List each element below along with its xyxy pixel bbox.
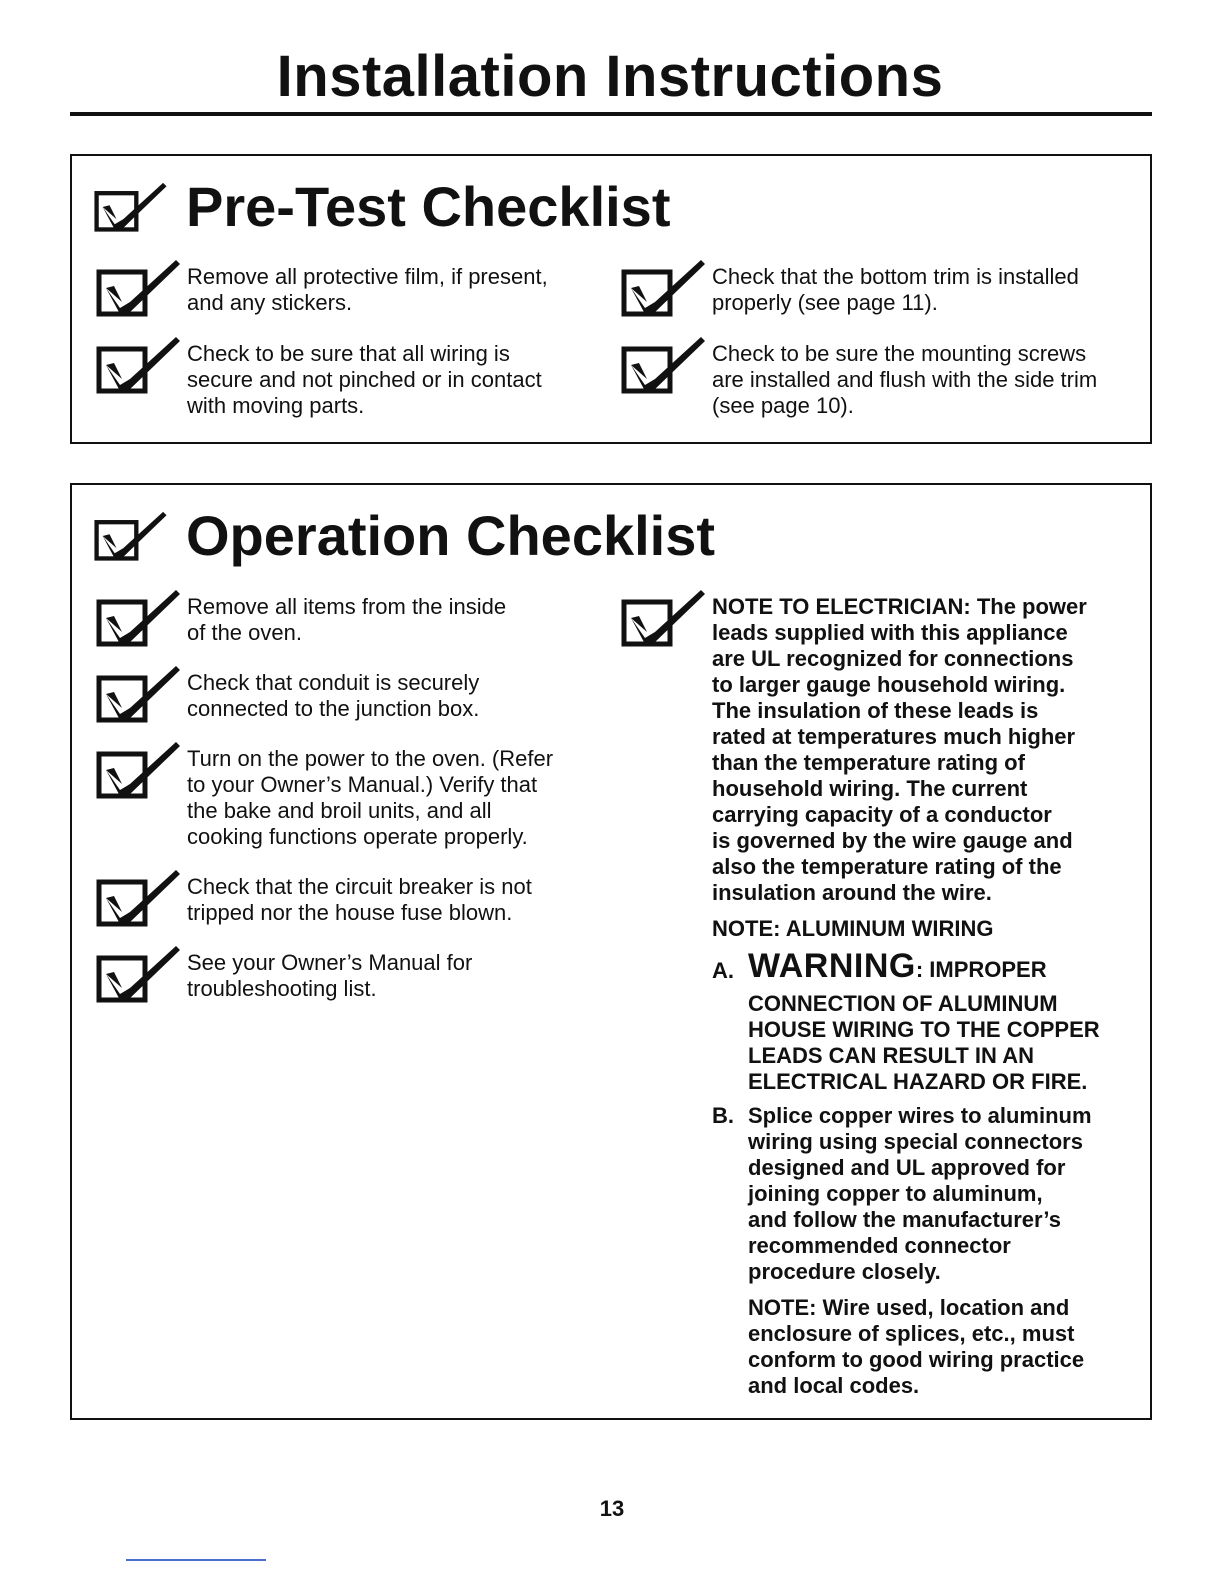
operation-item-text: Turn on the power to the oven. (Refer to your Owner’s Manual.) Verify that the bake and broil units, and all cooking functions operate properly. [187,746,554,849]
pretest-item [621,264,1141,318]
operation-item [96,746,596,850]
checkbox-check-icon [621,335,709,395]
title-rule [70,112,1152,116]
operation-header [94,501,715,571]
operation-item [96,874,596,928]
pretest-item-text: Check to be sure the mounting screws are installed and flush with the side trim (see page 10). [712,341,1098,418]
checkbox-check-icon [96,868,184,928]
checkbox-check-icon [96,335,184,395]
pretest-item-text: Check to be sure that all wiring is secure and not pinched or in contact with moving parts. [187,341,542,418]
checkbox-check-icon [96,588,184,648]
pretest-heading: Pre-Test Checklist [186,175,671,238]
page-number: 13 [599,1496,625,1521]
electrician-note-item [621,594,1141,1399]
footer-line [126,1559,266,1561]
warning-improper: IMPROPER [923,957,1047,982]
operation-item-text: See your Owner’s Manual for troubleshooting list. [187,950,473,1001]
checkbox-check-icon [94,510,170,562]
electrician-note-column [712,594,1100,1399]
wire-note: NOTE: Wire used, location and enclosure of splices, etc., must conform to good wiring practice and local codes. [748,1295,1085,1398]
pretest-item-text: Check that the bottom trim is installed properly (see page 11). [712,264,1079,315]
operation-item [96,670,596,724]
warning-text: CONNECTION OF ALUMINUM HOUSE WIRING TO THE COPPER LEADS CAN RESULT IN AN ELECTRICAL HAZARD OR FIRE. [748,991,1100,1094]
warning-first-line [748,948,1100,991]
warning-letter: A. [712,958,734,983]
operation-item-text: Check that conduit is securely connected to the junction box. [187,670,480,721]
page-title: Installation Instructions [276,44,944,109]
checkbox-check-icon [621,588,709,648]
splice-text: Splice copper wires to aluminum wiring using special connectors designed and UL approved for joining copper to aluminum, and follow the manufacturer’s recommended connector procedure closely. [748,1103,1092,1284]
operation-item-text: Remove all items from the inside of the oven. [187,594,507,645]
checkbox-check-icon [96,944,184,1004]
pretest-item [96,264,596,318]
electrician-note: NOTE TO ELECTRICIAN: The power leads supplied with this appliance are UL recognized for connections to larger gauge household wiring. The insulation of these leads is rated at temperatures much higher than the temperature rating of household wiring. The current carrying capacity of a conductor is governed by the wire gauge and also the temperature rating of the insulation around the wire. [712,594,1087,905]
operation-heading: Operation Checklist [186,504,716,567]
splice-letter: B. [712,1103,734,1128]
pretest-item [621,341,1141,419]
checkbox-check-icon [94,181,170,233]
warning-word: WARNING [748,947,916,985]
operation-item [96,950,596,1004]
pretest-item-text: Remove all protective film, if present, and any stickers. [187,264,548,315]
splice-item [712,1103,1100,1285]
warning-colon: : [915,957,924,982]
checkbox-check-icon [96,740,184,800]
operation-item [96,594,596,648]
warning-item [712,948,1100,1095]
checkbox-check-icon [96,258,184,318]
warning-body [748,948,1100,1095]
pretest-header [94,172,670,242]
pretest-item [96,341,596,419]
checkbox-check-icon [96,664,184,724]
pretest-checklist-box [70,154,1152,444]
operation-checklist-box [70,483,1152,1420]
checkbox-check-icon [621,258,709,318]
aluminum-wiring-heading: NOTE: ALUMINUM WIRING [712,916,994,941]
operation-item-text: Check that the circuit breaker is not tripped nor the house fuse blown. [187,874,532,925]
